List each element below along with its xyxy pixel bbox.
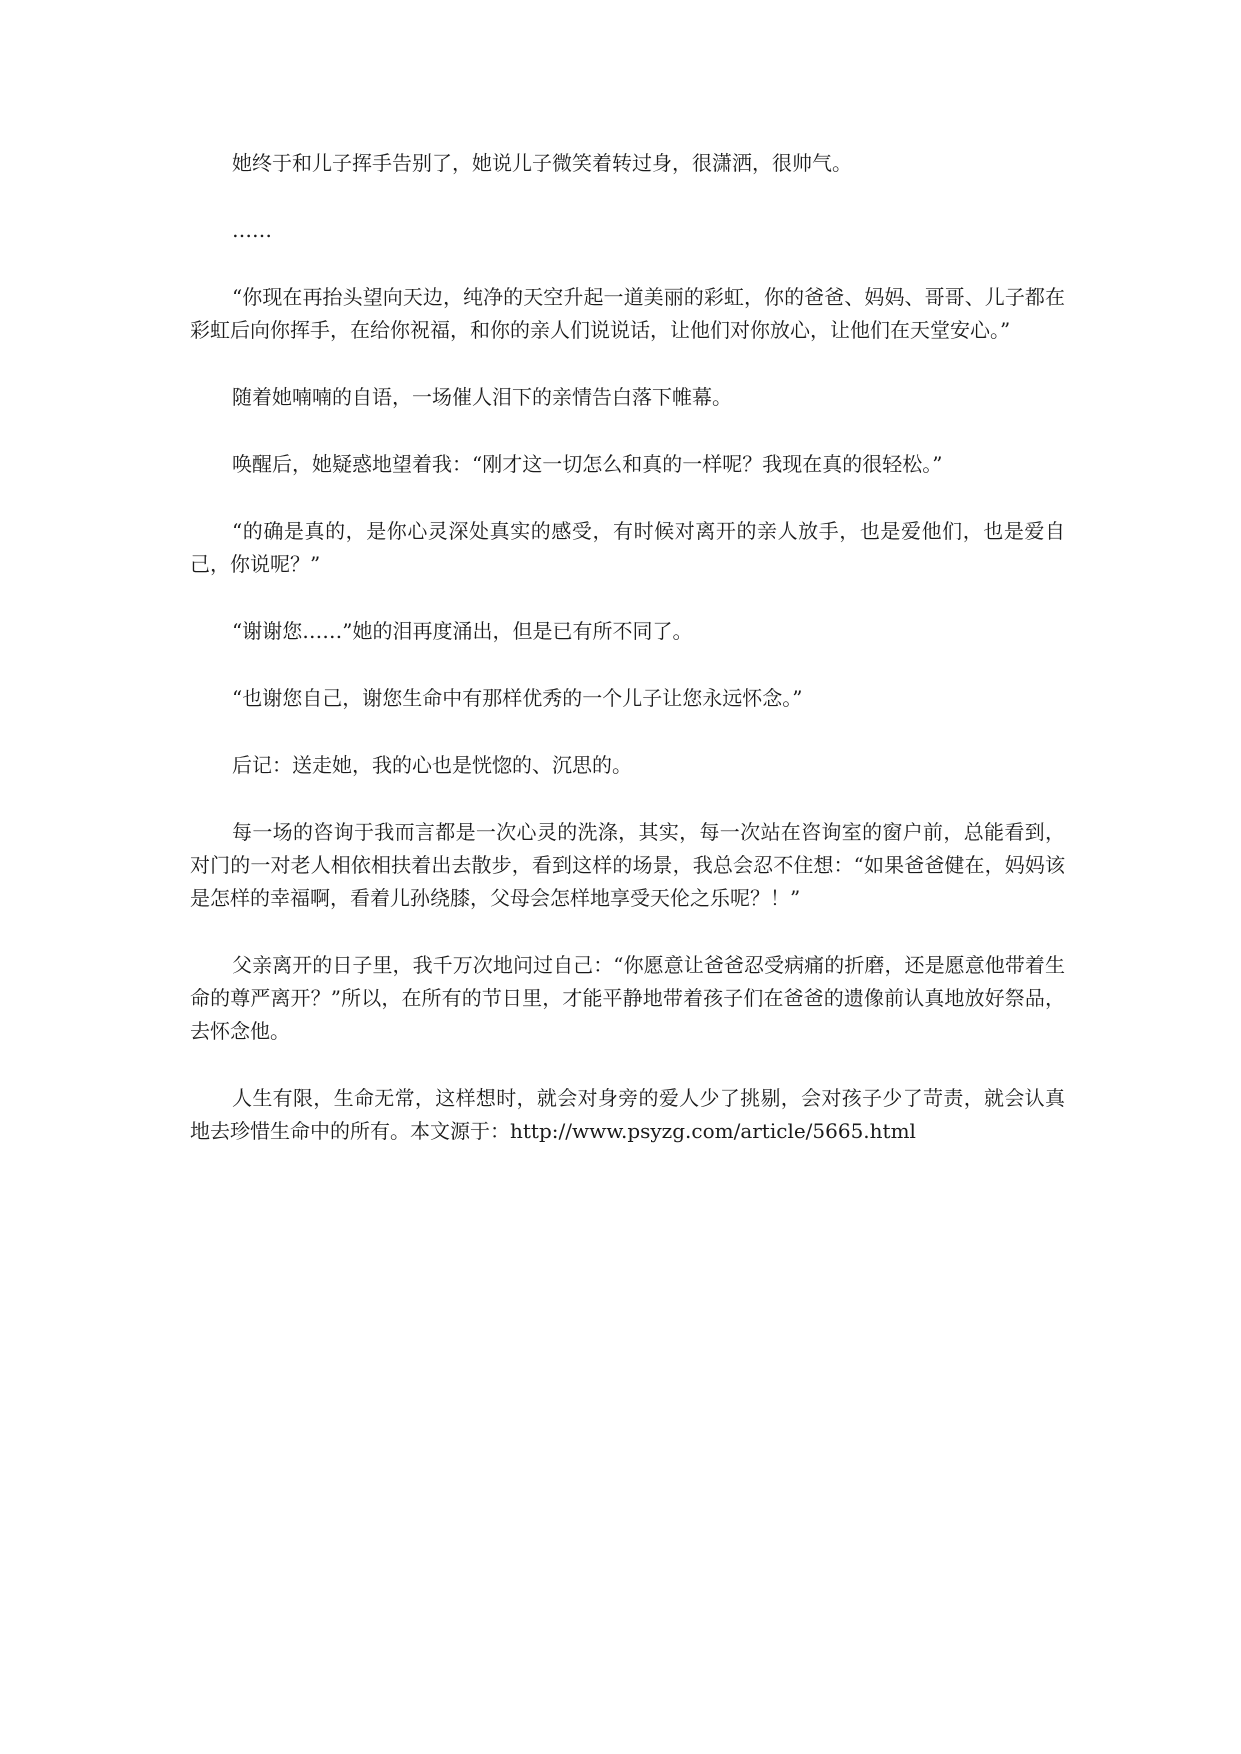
paragraph-source: 人生有限，生命无常，这样想时，就会对身旁的爱人少了挑剔，会对孩子少了苛责，就会认真地去珍惜生命中的所有。本文源于：http://www.psyzg.com/article/5665.html: [190, 1086, 1065, 1143]
paragraph: “也谢您自己，谢您生命中有那样优秀的一个儿子让您永远怀念。”: [232, 686, 803, 710]
paragraph: 唤醒后，她疑惑地望着我：“刚才这一切怎么和真的一样呢？我现在真的很轻松。”: [232, 452, 943, 476]
paragraph: 父亲离开的日子里，我千万次地问过自己：“你愿意让爸爸忍受病痛的折磨，还是愿意他带着生命的尊严离开？”所以，在所有的节日里，才能平静地带着孩子们在爸爸的遗像前认真地放好祭品，去怀念他。: [190, 953, 1065, 1043]
paragraph: “谢谢您……”她的泪再度涌出，但是已有所不同了。: [232, 619, 693, 643]
paragraph: “你现在再抬头望向天边，纯净的天空升起一道美丽的彩虹，你的爸爸、妈妈、哥哥、儿子都在彩虹后向你挥手，在给你祝福，和你的亲人们说说话，让他们对你放心，让他们在天堂安心。”: [190, 285, 1065, 342]
paragraph: 随着她喃喃的自语，一场催人泪下的亲情告白落下帷幕。: [232, 385, 732, 409]
paragraph: 每一场的咨询于我而言都是一次心灵的洗涤，其实，每一次站在咨询室的窗户前，总能看到，对门的一对老人相依相扶着出去散步，看到这样的场景，我总会忍不住想：“如果爸爸健在，妈妈该是怎样的幸福啊，看着儿孙绕膝，父母会怎样地享受天伦之乐呢？！”: [190, 820, 1065, 910]
paragraph: 她终于和儿子挥手告别了，她说儿子微笑着转过身，很潇洒，很帅气。: [232, 151, 852, 175]
paragraph-ellipsis: ……: [232, 218, 272, 242]
article-body: [190, 147, 1065, 1182]
paragraph: “的确是真的，是你心灵深处真实的感受，有时候对离开的亲人放手，也是爱他们，也是爱自己，你说呢？”: [190, 519, 1065, 576]
paragraph-postscript: 后记：送走她，我的心也是恍惚的、沉思的。: [232, 753, 632, 777]
